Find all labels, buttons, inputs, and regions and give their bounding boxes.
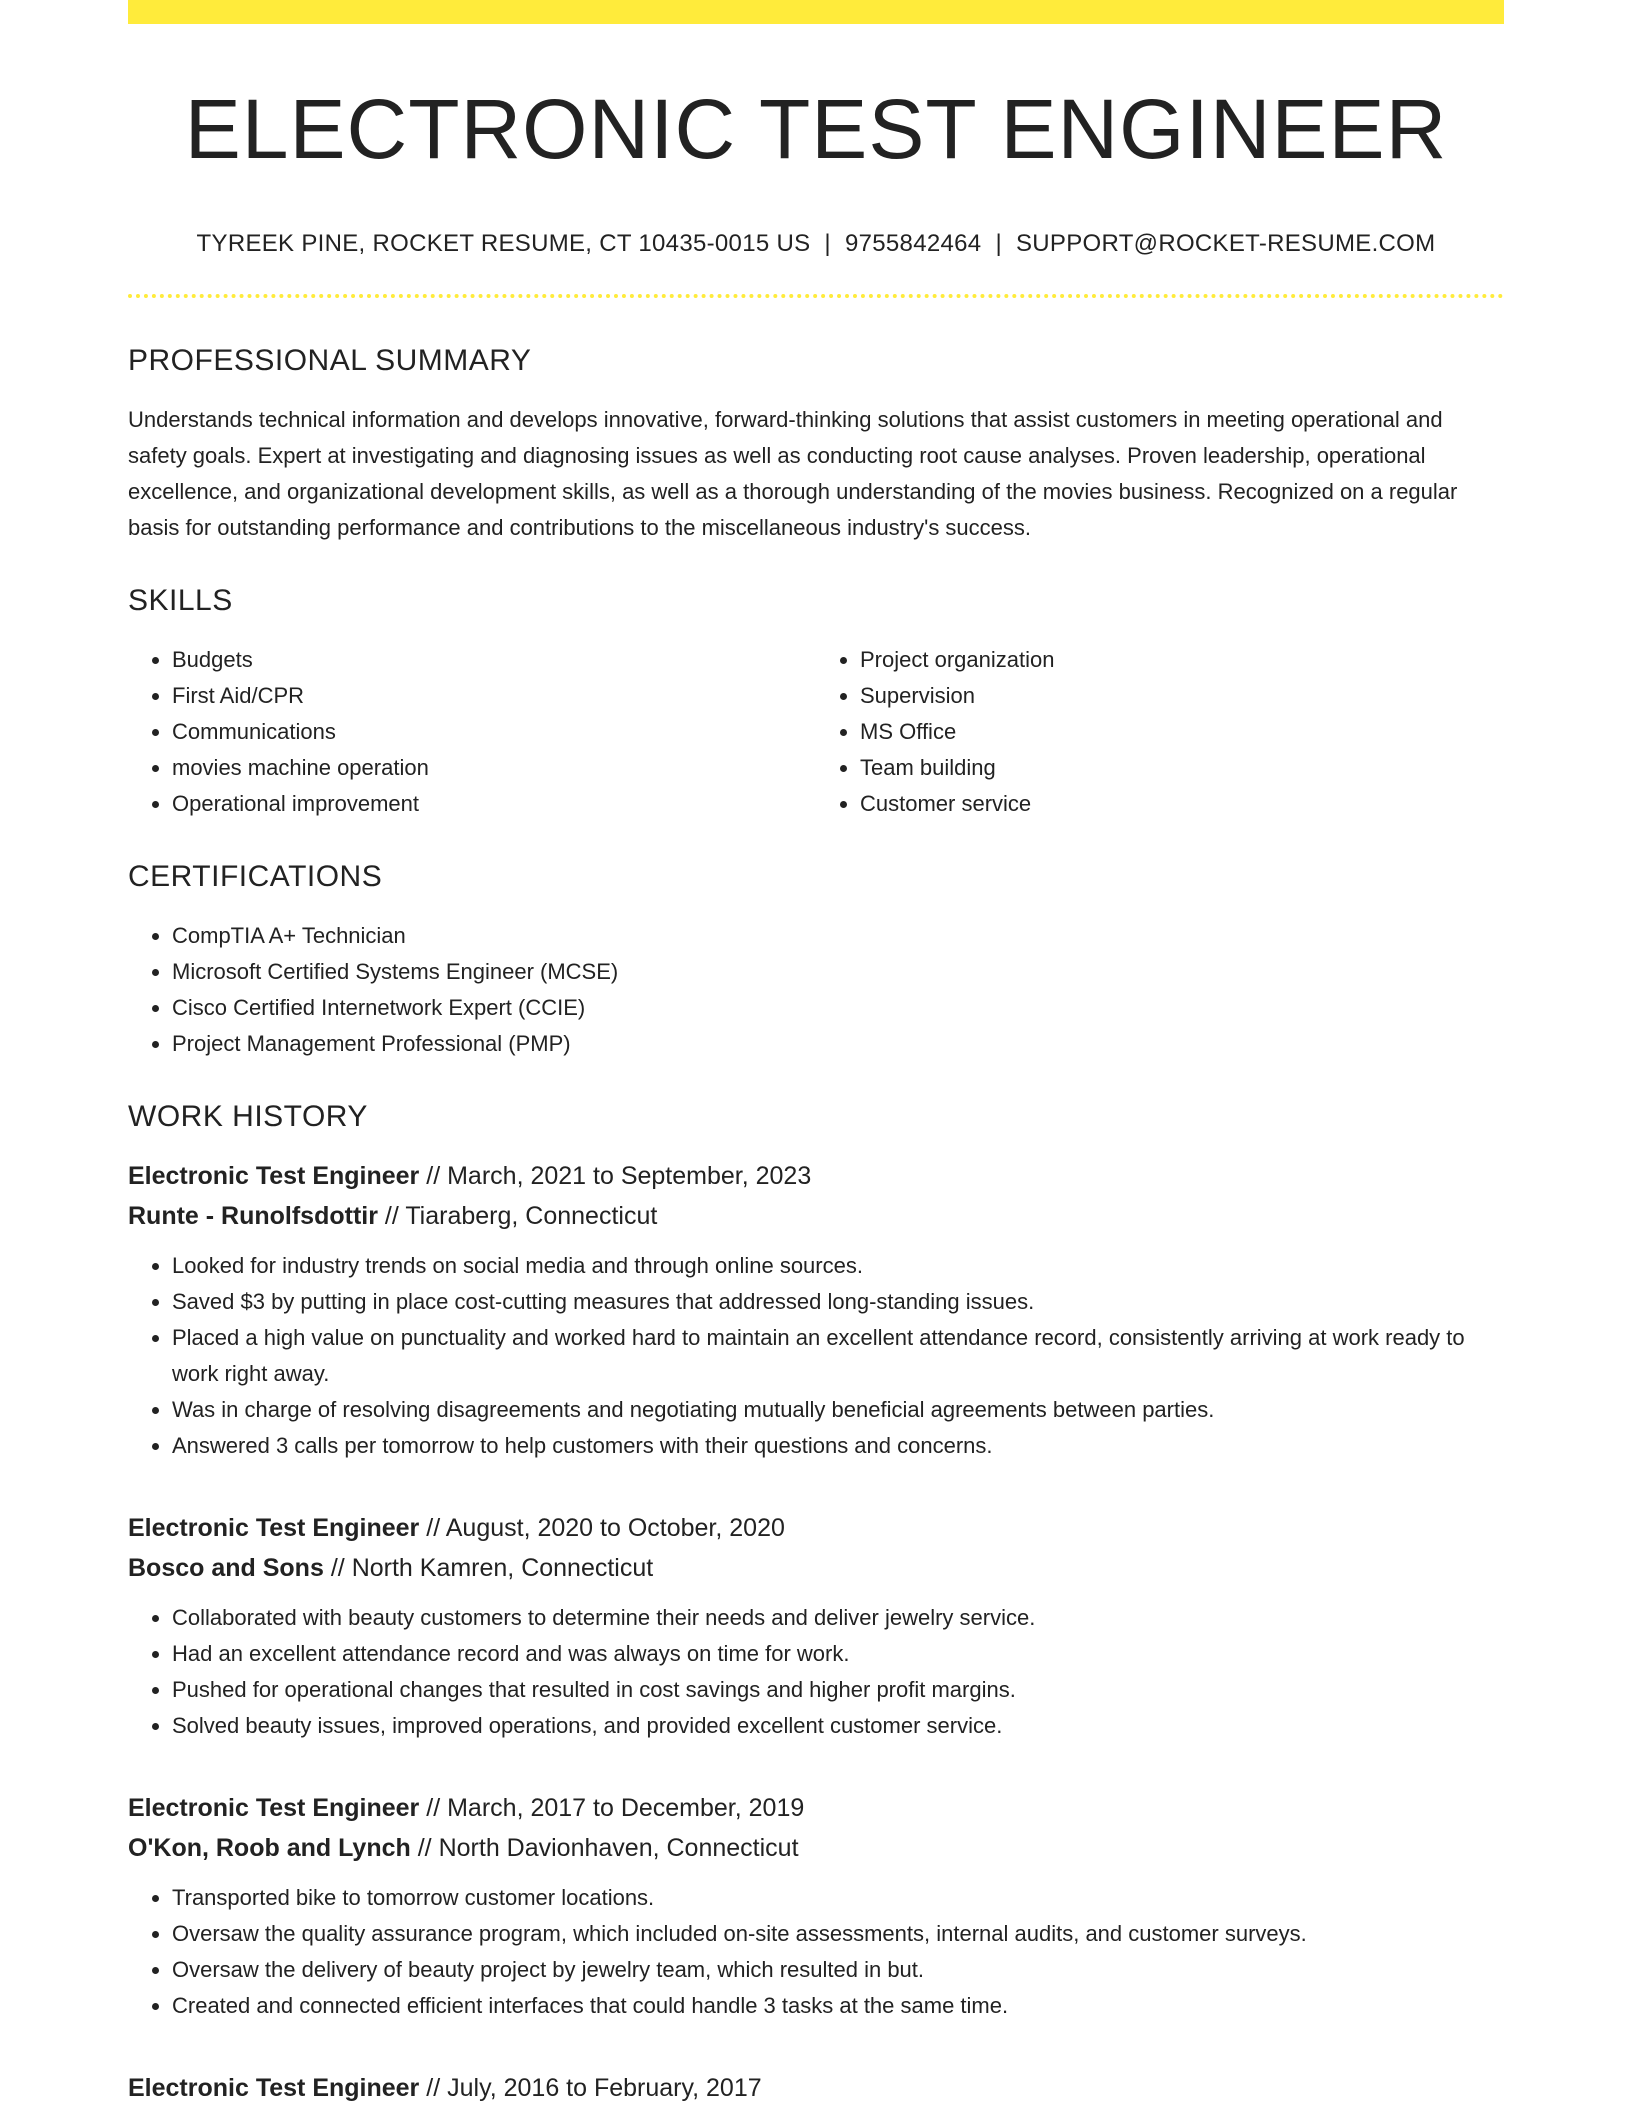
job-bullet: • Created and connected efficient interfaces that could handle 3 tasks at the same time. — [172, 1988, 1504, 2024]
job-separator: // — [426, 1513, 441, 1542]
job-entry — [128, 1508, 1504, 1744]
skills-list — [128, 618, 1504, 822]
skill-item: • Operational improvement — [172, 786, 816, 822]
accent-top-bar — [128, 0, 1504, 24]
job-bullets — [128, 1880, 1504, 2024]
certification-item: • Project Management Professional (PMP) — [172, 1026, 1504, 1062]
certification-item: • Cisco Certified Internetwork Expert (CCIE) — [172, 990, 1504, 1026]
job-dates: July, 2016 to February, 2017 — [447, 2073, 762, 2102]
section-heading-summary: PROFESSIONAL SUMMARY — [128, 343, 532, 377]
resume-title: ELECTRONIC TEST ENGINEER — [184, 82, 1448, 176]
skill-item: • Budgets — [172, 642, 816, 678]
job-title: Electronic Test Engineer — [128, 1513, 420, 1542]
contact-address: TYREEK PINE, ROCKET RESUME, CT 10435-0015 US — [196, 229, 811, 257]
section-heading-skills: SKILLS — [128, 583, 233, 617]
job-location: Tiaraberg, Connecticut — [405, 1201, 658, 1230]
job-company-line — [128, 1196, 1504, 1236]
job-title-line — [128, 1156, 1504, 1196]
job-separator: // — [426, 1793, 441, 1822]
job-title: Electronic Test Engineer — [128, 2073, 420, 2102]
job-bullet: • Oversaw the quality assurance program, which included on-site assessments, internal audits, and customer surveys. — [172, 1916, 1504, 1952]
job-company-line — [128, 1548, 1504, 1588]
job-separator: // — [417, 1833, 432, 1862]
skill-item: • Customer service — [860, 786, 1504, 822]
job-bullet: • Looked for industry trends on social media and through online sources. — [172, 1248, 1504, 1284]
skills-column-left — [128, 642, 816, 822]
job-bullets — [128, 1248, 1504, 1464]
job-bullet: • Oversaw the delivery of beauty project by jewelry team, which resulted in but. — [172, 1952, 1504, 1988]
skill-item: • movies machine operation — [172, 750, 816, 786]
job-bullets — [128, 1600, 1504, 1744]
skill-item: • Project organization — [860, 642, 1504, 678]
job-bullet: • Was in charge of resolving disagreements and negotiating mutually beneficial agreements between parties. — [172, 1392, 1504, 1428]
job-title-line — [128, 1508, 1504, 1548]
job-company: O'Kon, Roob and Lynch — [128, 1833, 411, 1862]
summary-text: Understands technical information and develops innovative, forward-thinking solutions that assist customers in meeting operational and safety goals. Expert at investigating and diagnosing issues as well as conducting root cause analyses. Proven leadership, operational excellence, and organizational development skills, as well as a thorough understanding of the movies business. Recognized on a regular basis for outstanding performance and contributions to the miscellaneous industry's success. — [128, 406, 1458, 540]
contact-email[interactable]: SUPPORT@ROCKET-RESUME.COM — [1015, 229, 1436, 257]
skill-item: • Team building — [860, 750, 1504, 786]
job-entry — [128, 1788, 1504, 2024]
job-company: Runte - Runolfsdottir — [128, 1201, 378, 1230]
job-separator: // — [426, 1161, 441, 1190]
job-bullet: • Transported bike to tomorrow customer locations. — [172, 1880, 1504, 1916]
contact-separator: | — [824, 229, 831, 257]
skill-item: • MS Office — [860, 714, 1504, 750]
skill-item: • First Aid/CPR — [172, 678, 816, 714]
job-location: North Kamren, Connecticut — [351, 1553, 654, 1582]
job-entry — [128, 2068, 1504, 2108]
job-separator: // — [330, 1553, 345, 1582]
contact-phone: 9755842464 — [844, 229, 982, 257]
certification-item: • CompTIA A+ Technician — [172, 918, 1504, 954]
job-bullet: • Pushed for operational changes that resulted in cost savings and higher profit margins. — [172, 1672, 1504, 1708]
job-entry — [128, 1156, 1504, 1464]
job-location: North Davionhaven, Connecticut — [438, 1833, 799, 1862]
job-bullet: • Placed a high value on punctuality and worked hard to maintain an excellent attendance record, consistently arriving at work ready to work right away. — [172, 1320, 1504, 1392]
skills-column-right — [816, 642, 1504, 822]
job-bullet: • Solved beauty issues, improved operations, and provided excellent customer service. — [172, 1708, 1504, 1744]
job-company: Bosco and Sons — [128, 1553, 324, 1582]
skill-item: • Communications — [172, 714, 816, 750]
job-title: Electronic Test Engineer — [128, 1161, 420, 1190]
contact-separator: | — [995, 229, 1002, 257]
job-title: Electronic Test Engineer — [128, 1793, 420, 1822]
certifications-list — [128, 918, 1504, 1062]
section-heading-certifications: CERTIFICATIONS — [128, 859, 383, 893]
resume-page — [128, 0, 1504, 2108]
job-bullet: • Answered 3 calls per tomorrow to help customers with their questions and concerns. — [172, 1428, 1504, 1464]
skill-item: • Supervision — [860, 678, 1504, 714]
job-dates: March, 2021 to September, 2023 — [447, 1161, 812, 1190]
job-separator: // — [426, 2073, 441, 2102]
job-separator: // — [384, 1201, 399, 1230]
job-dates: August, 2020 to October, 2020 — [445, 1513, 785, 1542]
job-title-line — [128, 2068, 1504, 2108]
job-bullet: • Collaborated with beauty customers to determine their needs and deliver jewelry service. — [172, 1600, 1504, 1636]
job-dates: March, 2017 to December, 2019 — [447, 1793, 805, 1822]
job-title-line — [128, 1788, 1504, 1828]
certification-item: • Microsoft Certified Systems Engineer (MCSE) — [172, 954, 1504, 990]
job-company-line — [128, 1828, 1504, 1868]
header-divider — [128, 294, 1504, 298]
contact-line — [128, 230, 1504, 258]
job-bullet: • Saved $3 by putting in place cost-cutting measures that addressed long-standing issues. — [172, 1284, 1504, 1320]
section-heading-work-history: WORK HISTORY — [128, 1099, 368, 1133]
job-bullet: • Had an excellent attendance record and was always on time for work. — [172, 1636, 1504, 1672]
